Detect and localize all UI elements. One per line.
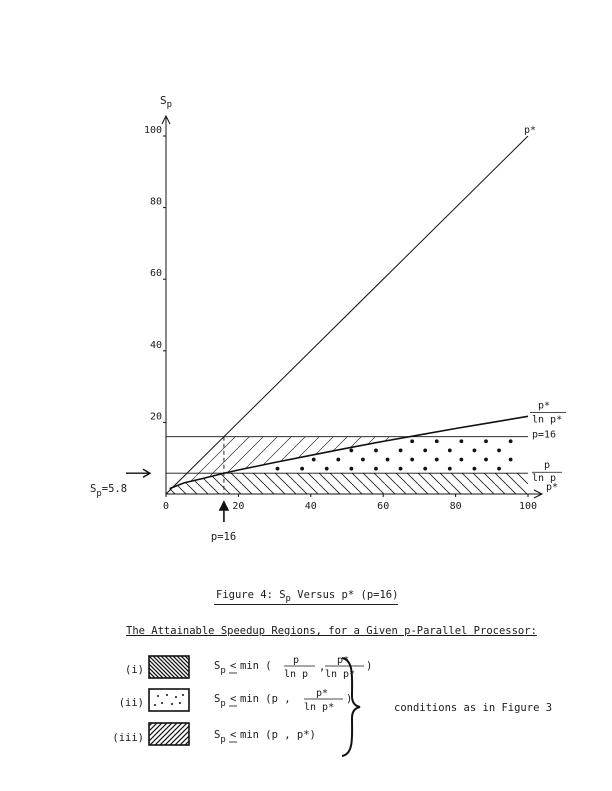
region-ii-dot bbox=[473, 449, 477, 453]
svg-text:): ) bbox=[346, 693, 353, 705]
legend-title: The Attainable Speedup Regions, for a Given p-Parallel Processor: bbox=[126, 625, 537, 637]
svg-text:min (: min ( bbox=[240, 660, 272, 672]
region-i-backslash-hatch bbox=[170, 473, 528, 494]
legend-swatch-backslash-hatch bbox=[148, 655, 190, 679]
x-tick-label: 80 bbox=[449, 501, 462, 512]
svg-text:<: < bbox=[230, 660, 237, 672]
region-ii-dot bbox=[374, 467, 378, 471]
svg-text:Sp: Sp bbox=[214, 660, 226, 676]
region-ii-dot bbox=[349, 449, 353, 453]
region-ii-dot bbox=[459, 458, 463, 462]
legend-condition-ii bbox=[212, 684, 422, 720]
region-ii-dot bbox=[312, 458, 316, 462]
region-ii-dot bbox=[509, 458, 513, 462]
caption-text-rest: Versus p* (p=16) bbox=[290, 589, 399, 601]
figure-caption bbox=[216, 589, 398, 604]
svg-text:min (p ,: min (p , bbox=[240, 693, 291, 705]
series-label-p-ln-numerator: p bbox=[544, 460, 551, 472]
legend-item-label: (iii) bbox=[112, 732, 144, 744]
region-ii-dot bbox=[325, 467, 329, 471]
right-brace-icon bbox=[336, 656, 366, 758]
sp-value-marker: Sp=5.8 bbox=[90, 483, 128, 499]
svg-text:Sp: Sp bbox=[214, 729, 226, 745]
caption-subscript: p bbox=[285, 594, 291, 605]
series-label-p-ln-denominator: ln p bbox=[532, 473, 557, 485]
region-ii-dot bbox=[484, 458, 488, 462]
legend-note: conditions as in Figure 3 bbox=[394, 702, 553, 714]
region-ii-dot bbox=[509, 439, 513, 443]
region-ii-dot bbox=[374, 449, 378, 453]
legend-item-label: (ii) bbox=[118, 697, 144, 709]
region-ii-dot bbox=[448, 449, 452, 453]
y-tick-label: 60 bbox=[149, 268, 162, 280]
legend-condition-i bbox=[212, 651, 422, 687]
svg-text:): ) bbox=[366, 660, 373, 672]
svg-text:ln p*: ln p* bbox=[325, 669, 356, 680]
svg-text:Sp: Sp bbox=[214, 693, 226, 709]
series-label-p-star-ln-numerator: p* bbox=[538, 400, 551, 412]
region-ii-dot bbox=[459, 439, 463, 443]
series-label-p-star: p* bbox=[524, 125, 537, 136]
region-ii-dot bbox=[300, 467, 304, 471]
caption-text: Figure 4: S bbox=[216, 589, 286, 601]
region-ii-dot bbox=[448, 467, 452, 471]
region-ii-dot bbox=[423, 467, 427, 471]
y-tick-label: 40 bbox=[149, 339, 162, 351]
caption-underline bbox=[214, 604, 398, 605]
svg-text:p: p bbox=[293, 655, 300, 666]
legend-item-label: (i) bbox=[125, 664, 144, 676]
region-ii-dot bbox=[435, 458, 439, 462]
y-ticks bbox=[144, 125, 166, 422]
series-label-p16: p=16 bbox=[532, 429, 557, 441]
svg-text:p*: p* bbox=[316, 688, 329, 699]
region-ii-dot bbox=[497, 467, 501, 471]
region-ii-dot bbox=[484, 439, 488, 443]
region-ii-dot bbox=[473, 467, 477, 471]
y-tick-label: 100 bbox=[143, 125, 162, 136]
region-ii-dot bbox=[336, 458, 340, 462]
region-ii-dot bbox=[276, 467, 280, 471]
region-ii-dot bbox=[410, 458, 414, 462]
legend-swatch-slash-hatch bbox=[148, 722, 190, 746]
x-ticks bbox=[163, 494, 537, 512]
svg-text:ln p: ln p bbox=[284, 669, 309, 680]
region-ii-dot bbox=[423, 449, 427, 453]
y-tick-label: 20 bbox=[149, 411, 162, 423]
svg-text:min (p , p*): min (p , p*) bbox=[240, 729, 316, 741]
svg-text:<: < bbox=[230, 729, 237, 741]
x-tick-label: 60 bbox=[377, 501, 390, 512]
svg-text:,: , bbox=[319, 661, 326, 673]
region-ii-dot bbox=[435, 439, 439, 443]
up-arrow-icon bbox=[220, 502, 228, 522]
region-ii-dot bbox=[497, 449, 501, 453]
legend-condition-iii bbox=[212, 720, 422, 752]
y-axis-label: $S_p$ bbox=[160, 94, 173, 110]
legend-swatch-dots bbox=[148, 688, 190, 712]
svg-text:p*: p* bbox=[337, 655, 350, 666]
svg-text:ln p*: ln p* bbox=[304, 702, 335, 713]
region-ii-dot bbox=[410, 439, 414, 443]
p16-marker-label: p=16 bbox=[210, 531, 237, 543]
series-label-p-star-ln-denominator: ln p* bbox=[532, 414, 563, 426]
region-ii-dot bbox=[399, 467, 403, 471]
region-ii-dot bbox=[386, 458, 390, 462]
x-tick-label: 20 bbox=[232, 501, 245, 512]
svg-text:<: < bbox=[230, 693, 237, 705]
y-tick-label: 80 bbox=[149, 196, 162, 208]
x-axis-label: p* bbox=[546, 482, 559, 493]
right-arrow-icon bbox=[126, 469, 150, 477]
region-ii-dot bbox=[361, 458, 365, 462]
region-ii-dot bbox=[399, 449, 403, 453]
x-tick-label: 0 bbox=[162, 501, 170, 512]
region-ii-dot bbox=[349, 467, 353, 471]
x-tick-label: 100 bbox=[518, 501, 538, 512]
x-tick-label: 40 bbox=[304, 501, 317, 512]
